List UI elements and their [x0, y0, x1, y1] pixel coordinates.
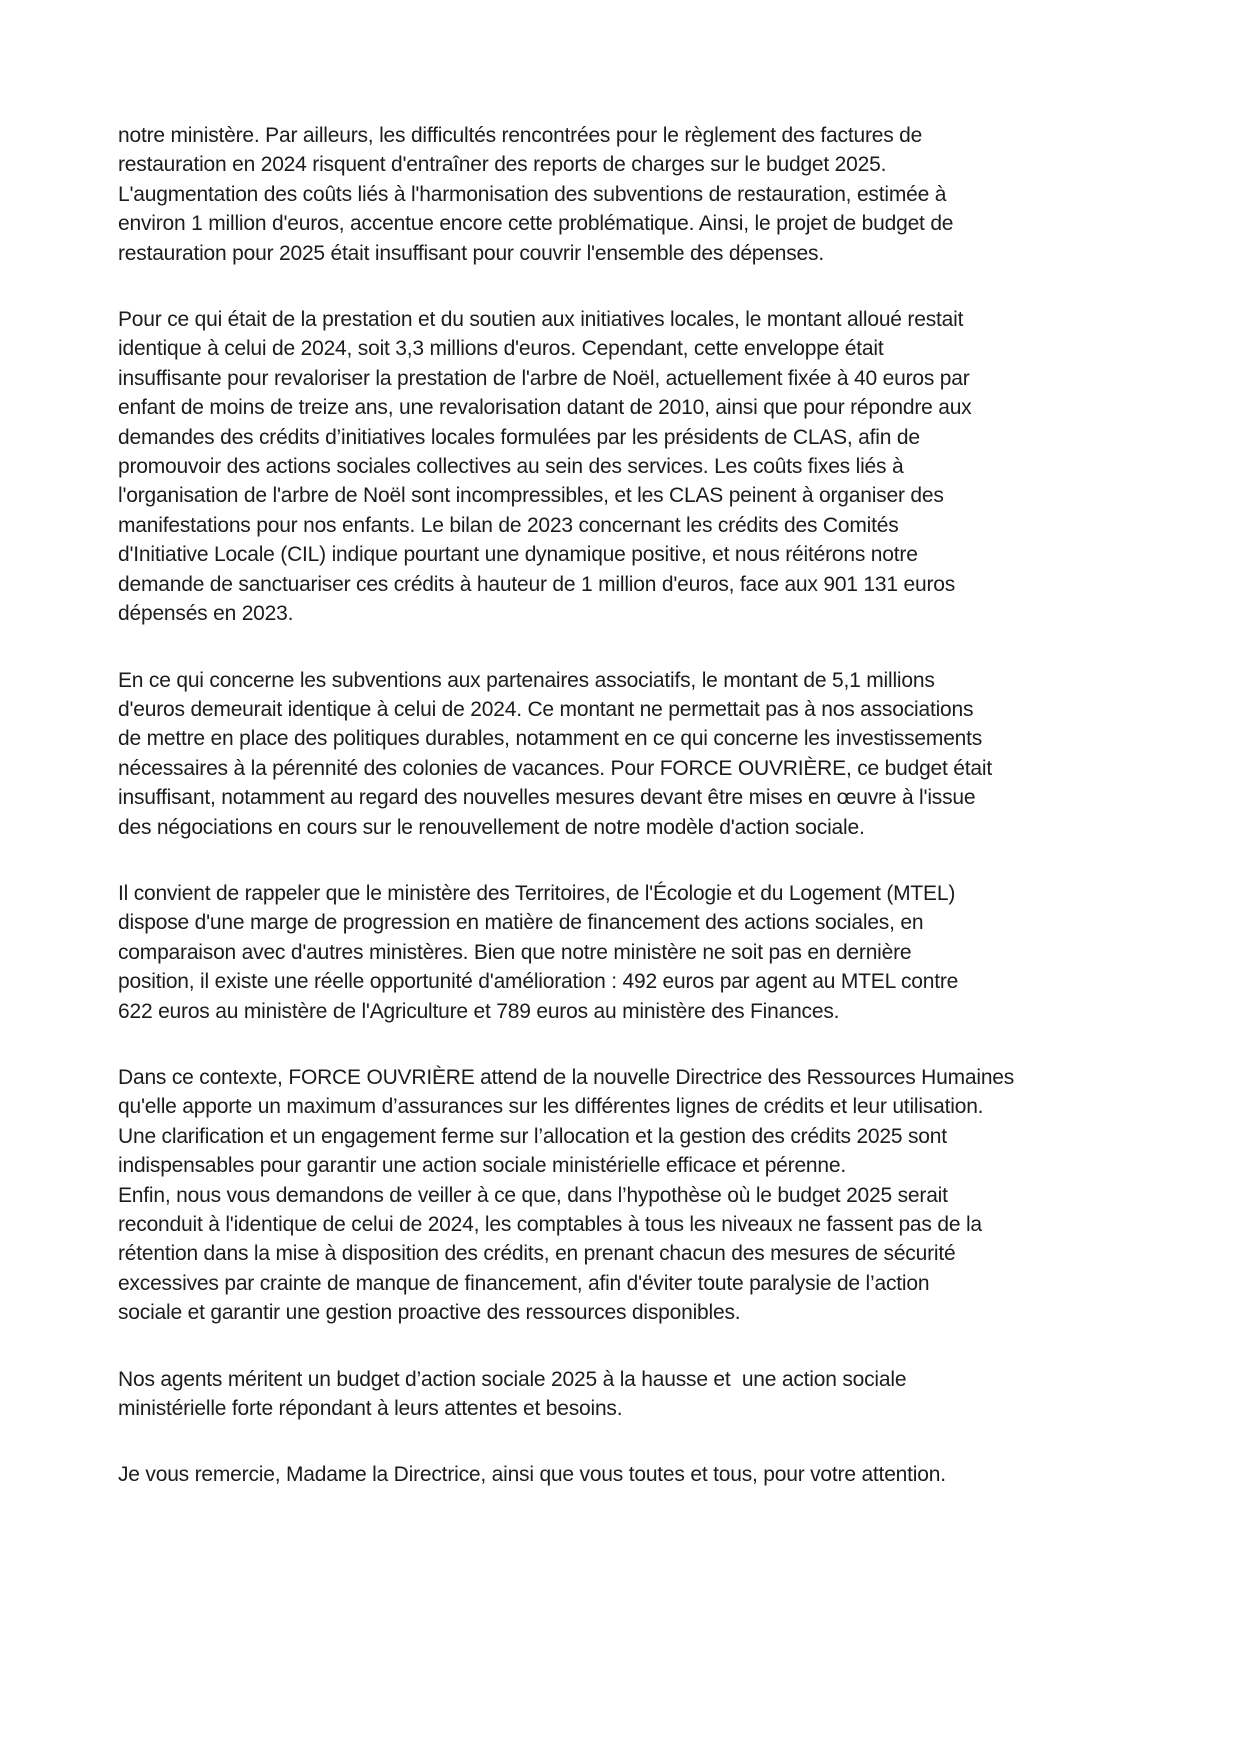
paragraph [118, 1460, 1128, 1489]
text-line: d'Initiative Locale (CIL) indique pourtant une dynamique positive, et nous réitérons notre [118, 543, 918, 567]
text-line: En ce qui concerne les subventions aux partenaires associatifs, le montant de 5,1 millions [118, 668, 935, 692]
paragraph [118, 666, 1128, 842]
text-line: Dans ce contexte, FORCE OUVRIÈRE attend de la nouvelle Directrice des Ressources Humaines [118, 1065, 1015, 1089]
text-line: promouvoir des actions sociales collectives au sein des services. Les coûts fixes liés à [118, 455, 904, 479]
text-line: notre ministère. Par ailleurs, les difficultés rencontrées pour le règlement des factures de [118, 124, 923, 147]
paragraph [118, 1365, 1128, 1424]
text-line: Nos agents méritent un budget d’action sociale 2025 à la hausse et une action sociale [118, 1367, 907, 1391]
paragraph [118, 305, 1128, 628]
text-line: restauration pour 2025 était insuffisant pour couvrir l'ensemble des dépenses. [118, 241, 824, 265]
text-line: reconduit à l'identique de celui de 2024, les comptables à tous les niveaux ne fassent pas de la [118, 1213, 982, 1236]
text-line: demandes des crédits d’initiatives locales formulées par les présidents de CLAS, afin de [118, 425, 920, 449]
text-line: l'organisation de l'arbre de Noël sont incompressibles, et les CLAS peinent à organiser des [118, 484, 944, 508]
text-line: demande de sanctuariser ces crédits à hauteur de 1 million d'euros, face aux 901 131 euros [118, 572, 956, 596]
text-line: excessives par crainte de manque de financement, afin d'éviter toute paralysie de l’action [118, 1271, 930, 1295]
text-line: identique à celui de 2024, soit 3,3 millions d'euros. Cependant, cette enveloppe était [118, 337, 884, 361]
text-line: de mettre en place des politiques durables, notamment en ce qui concerne les investissements [118, 727, 983, 751]
text-line: 622 euros au ministère de l'Agriculture et 789 euros au ministère des Finances. [118, 999, 840, 1023]
text-line: dépensés en 2023. [118, 602, 294, 626]
text-line: comparaison avec d'autres ministères. Bien que notre ministère ne soit pas en dernière [118, 940, 912, 964]
text-line: Je vous remercie, Madame la Directrice, ainsi que vous toutes et tous, pour votre attention. [118, 1463, 946, 1487]
text-line: des négociations en cours sur le renouvellement de notre modèle d'action sociale. [118, 815, 865, 839]
text-line: restauration en 2024 risquent d'entraîner des reports de charges sur le budget 2025. [118, 153, 887, 177]
text-line: insuffisant, notamment au regard des nouvelles mesures devant être mises en œuvre à l'issue [118, 786, 976, 810]
text-line: ministérielle forte répondant à leurs attentes et besoins. [118, 1397, 623, 1421]
text-line: enfant de moins de treize ans, une revalorisation datant de 2010, ainsi que pour répondre aux [118, 396, 972, 420]
paragraph [118, 879, 1128, 1026]
text-line: Une clarification et un engagement ferme sur l’allocation et la gestion des crédits 2025 sont [118, 1124, 947, 1148]
document-body [118, 121, 1128, 1490]
text-line: rétention dans la mise à disposition des crédits, en prenant chacun des mesures de sécurité [118, 1242, 956, 1266]
text-line: nécessaires à la pérennité des colonies de vacances. Pour FORCE OUVRIÈRE, ce budget était [118, 756, 992, 780]
text-line: dispose d'une marge de progression en matière de financement des actions sociales, en [118, 911, 924, 935]
paragraph [118, 121, 1128, 268]
text-line: indispensables pour garantir une action sociale ministérielle efficace et pérenne. [118, 1154, 846, 1178]
text-line: position, il existe une réelle opportunité d'amélioration : 492 euros par agent au MTEL contre [118, 970, 959, 994]
text-line: L'augmentation des coûts liés à l'harmonisation des subventions de restauration, estimée à [118, 182, 947, 206]
text-line: environ 1 million d'euros, accentue encore cette problématique. Ainsi, le projet de budget de [118, 212, 954, 236]
text-line: sociale et garantir une gestion proactive des ressources disponibles. [118, 1301, 741, 1325]
paragraph [118, 1063, 1128, 1328]
text-line: qu'elle apporte un maximum d’assurances sur les différentes lignes de crédits et leur utilisation. [118, 1095, 984, 1119]
text-line: Il convient de rappeler que le ministère des Territoires, de l'Écologie et du Logement (MTEL) [118, 881, 956, 905]
text-line: Pour ce qui était de la prestation et du soutien aux initiatives locales, le montant alloué restait [118, 308, 964, 332]
text-line: insuffisante pour revaloriser la prestation de l'arbre de Noël, actuellement fixée à 40 euros par [118, 366, 970, 390]
text-line: d'euros demeurait identique à celui de 2024. Ce montant ne permettait pas à nos associations [118, 697, 974, 721]
text-line: manifestations pour nos enfants. Le bilan de 2023 concernant les crédits des Comités [118, 513, 899, 537]
text-line: Enfin, nous vous demandons de veiller à ce que, dans l’hypothèse où le budget 2025 serait [118, 1183, 948, 1207]
